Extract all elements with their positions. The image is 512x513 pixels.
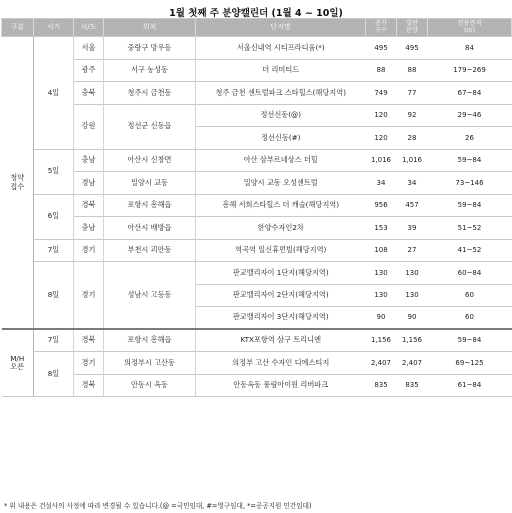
header-area-line2: (㎡) [463, 26, 475, 34]
total-units-cell: 1,016 [366, 149, 397, 172]
table-row [2, 262, 512, 285]
region-cell: 경기 [74, 262, 104, 330]
header-general-sale [397, 19, 428, 37]
complex-name-cell: 흥해 서희스타힐스 더 캐슬(해당지역) [196, 194, 366, 217]
timing-cell: 7일 [34, 329, 74, 352]
location-cell: 안동시 옥동 [104, 374, 196, 397]
table-row [2, 217, 512, 240]
header-row [2, 19, 512, 37]
table-row [2, 104, 512, 127]
complex-name-cell: 판교밸리자이 2단지(해당지역) [196, 284, 366, 307]
table-row [2, 194, 512, 217]
region-cell: 경남 [74, 172, 104, 195]
total-units-cell: 956 [366, 194, 397, 217]
general-sale-cell: 39 [397, 217, 428, 240]
area-cell: 67~84 [428, 82, 512, 105]
complex-name-cell: 밀양시 교동 오성센트럴 [196, 172, 366, 195]
region-cell: 경기 [74, 239, 104, 262]
header-total-units [366, 19, 397, 37]
category-model-house-open: M/H 오픈 [2, 329, 34, 397]
area-cell: 59~84 [428, 149, 512, 172]
location-cell: 부천시 괴안동 [104, 239, 196, 262]
location-cell: 밀양시 교동 [104, 172, 196, 195]
calendar-table [1, 18, 512, 397]
table-row [2, 172, 512, 195]
general-sale-cell: 130 [397, 262, 428, 285]
general-sale-cell: 2,407 [397, 352, 428, 375]
region-cell: 경북 [74, 194, 104, 217]
footnote: * 위 내용은 건설사의 사정에 따라 변경될 수 있습니다.(@ =국민임대, #=영구임대, *=공공지원 민간임대) [4, 502, 312, 510]
total-units-cell: 120 [366, 127, 397, 150]
location-cell: 정선군 신동읍 [104, 104, 196, 149]
header-total-line1: 총가 [375, 20, 387, 27]
timing-cell: 7일 [34, 239, 74, 262]
general-sale-cell: 28 [397, 127, 428, 150]
total-units-cell: 2,407 [366, 352, 397, 375]
area-cell: 61~84 [428, 374, 512, 397]
complex-name-cell: 정선신동(#) [196, 127, 366, 150]
region-cell: 경기 [74, 352, 104, 375]
total-units-cell: 90 [366, 307, 397, 330]
region-cell: 충남 [74, 217, 104, 240]
region-cell: 충북 [74, 82, 104, 105]
timing-cell: 4일 [34, 37, 74, 150]
region-cell: 광주 [74, 59, 104, 82]
area-cell: 179~269 [428, 59, 512, 82]
complex-name-cell: 청주 금천 센트럴파크 스타힐스(해당지역) [196, 82, 366, 105]
area-cell: 26 [428, 127, 512, 150]
timing-cell: 8일 [34, 262, 74, 330]
general-sale-cell: 34 [397, 172, 428, 195]
category-subscription: 청약 접수 [2, 37, 34, 330]
area-cell: 59~84 [428, 194, 512, 217]
area-cell: 60~84 [428, 262, 512, 285]
header-total-line2: 구수 [375, 26, 387, 34]
total-units-cell: 495 [366, 37, 397, 60]
table-row [2, 352, 512, 375]
location-cell: 포항시 흥해읍 [104, 194, 196, 217]
general-sale-cell: 92 [397, 104, 428, 127]
table-row [2, 374, 512, 397]
area-cell: 51~52 [428, 217, 512, 240]
header-category: 구분 [2, 19, 34, 37]
complex-name-cell: 안동옥동 풍림아이원 리버파크 [196, 374, 366, 397]
complex-name-cell: 정선신동(@) [196, 104, 366, 127]
header-timing: 시기 [34, 19, 74, 37]
table-row [2, 82, 512, 105]
header-area-line1: 전용면적 [457, 20, 482, 27]
total-units-cell: 1,156 [366, 329, 397, 352]
region-cell: 강원 [74, 104, 104, 149]
complex-name-cell: 서울신내역 시티프라디움(*) [196, 37, 366, 60]
complex-name-cell: 한양수자인2차 [196, 217, 366, 240]
location-cell: 서구 농성동 [104, 59, 196, 82]
header-general-line2: 분양 [406, 26, 418, 34]
general-sale-cell: 1,016 [397, 149, 428, 172]
table-row [2, 59, 512, 82]
area-cell: 60 [428, 307, 512, 330]
complex-name-cell: 아산 삼부르네상스 더힐 [196, 149, 366, 172]
location-cell: 아산시 신창면 [104, 149, 196, 172]
general-sale-cell: 835 [397, 374, 428, 397]
timing-cell: 6일 [34, 194, 74, 239]
location-cell: 포항시 흥해읍 [104, 329, 196, 352]
total-units-cell: 130 [366, 262, 397, 285]
area-cell: 69~125 [428, 352, 512, 375]
complex-name-cell: KTX포항역 삼구 트리니엔 [196, 329, 366, 352]
general-sale-cell: 77 [397, 82, 428, 105]
complex-name-cell: 역곡역 일신휴먼빌(해당지역) [196, 239, 366, 262]
region-cell: 충남 [74, 149, 104, 172]
general-sale-cell: 495 [397, 37, 428, 60]
total-units-cell: 130 [366, 284, 397, 307]
area-cell: 73~146 [428, 172, 512, 195]
table-row [2, 239, 512, 262]
general-sale-cell: 27 [397, 239, 428, 262]
location-cell: 중랑구 망우동 [104, 37, 196, 60]
general-sale-cell: 90 [397, 307, 428, 330]
total-units-cell: 120 [366, 104, 397, 127]
region-cell: 서울 [74, 37, 104, 60]
total-units-cell: 749 [366, 82, 397, 105]
table-row [2, 149, 512, 172]
complex-name-cell: 판교밸리자이 3단지(해당지역) [196, 307, 366, 330]
region-cell: 경북 [74, 374, 104, 397]
complex-name-cell: 더 리미티드 [196, 59, 366, 82]
general-sale-cell: 130 [397, 284, 428, 307]
complex-name-cell: 판교밸리자이 1단지(해당지역) [196, 262, 366, 285]
area-cell: 41~52 [428, 239, 512, 262]
total-units-cell: 153 [366, 217, 397, 240]
general-sale-cell: 457 [397, 194, 428, 217]
complex-name-cell: 의정부 고산 수자인 디에스티지 [196, 352, 366, 375]
total-units-cell: 835 [366, 374, 397, 397]
header-general-line1: 일반 [406, 20, 418, 27]
header-location: 위치 [104, 19, 196, 37]
total-units-cell: 88 [366, 59, 397, 82]
area-cell: 29~46 [428, 104, 512, 127]
page-title: 1월 첫째 주 분양캘린더 (1월 4 ~ 10일) [169, 8, 343, 19]
area-cell: 60 [428, 284, 512, 307]
area-cell: 84 [428, 37, 512, 60]
table-row [2, 37, 512, 60]
region-cell: 경북 [74, 329, 104, 352]
location-cell: 성남시 고등동 [104, 262, 196, 330]
general-sale-cell: 1,156 [397, 329, 428, 352]
timing-cell: 5일 [34, 149, 74, 194]
location-cell: 청주시 금천동 [104, 82, 196, 105]
header-region: 시/도 [74, 19, 104, 37]
area-cell: 59~84 [428, 329, 512, 352]
timing-cell: 8일 [34, 352, 74, 397]
header-complex: 단지명 [196, 19, 366, 37]
header-exclusive-area [428, 19, 512, 37]
table-row [2, 329, 512, 352]
location-cell: 아산시 배방읍 [104, 217, 196, 240]
total-units-cell: 108 [366, 239, 397, 262]
location-cell: 의정부시 고산동 [104, 352, 196, 375]
general-sale-cell: 88 [397, 59, 428, 82]
total-units-cell: 34 [366, 172, 397, 195]
